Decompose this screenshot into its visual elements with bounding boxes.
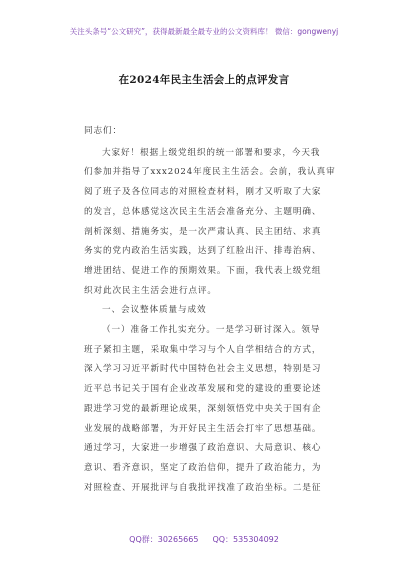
- paragraph-line: 跟进学习党的最新理论成果，深刻领悟党中央关于国有企: [84, 403, 322, 414]
- footer-contact: [0, 534, 408, 545]
- paragraph-line: 通过学习，大家进一步增强了政治意识、大局意识、核心: [84, 443, 322, 454]
- document-title: 在2024年民主生活会上的点评发言: [118, 74, 290, 86]
- footer-qq-group: QQ群：30265665: [129, 535, 199, 544]
- paragraph-line: 业发展的战略部署，为开好民主生活会打牢了思想基础。: [84, 423, 322, 434]
- paragraph-line: 大家好！根据上级党组织的统一部署和要求，今天我: [102, 147, 321, 158]
- paragraph-line: 织对此次民主生活会进行点评。: [84, 285, 217, 296]
- paragraph-line: 深入学习习近平新时代中国特色社会主义思想，特别是习: [84, 364, 322, 375]
- paragraph-line: 对照检查、开展批评与自我批评找准了政治坐标。二是征: [84, 482, 322, 493]
- document-body: [84, 122, 336, 498]
- paragraph-line: 们参加并指导了xxx2024年度民主生活会。会前，我认真审: [84, 167, 336, 178]
- header-banner: 关注头条号“公文研究”，获得最新最全最专业的公文资料库！ 微信：gongwenyj: [69, 27, 339, 36]
- paragraph-line: 意识、看齐意识，坚定了政治信仰，提升了政治能力，为: [84, 462, 322, 473]
- paragraph-line: 务实的党内政治生活实践，达到了红脸出汗、排毒治病、: [84, 246, 322, 257]
- paragraph-line: 的发言，总体感觉这次民主生活会准备充分、主题明确、: [84, 206, 322, 217]
- section-heading: 一、会议整体质量与成效: [102, 305, 207, 316]
- paragraph-line: 增进团结、促进工作的预期效果。下面，我代表上级党组: [84, 265, 322, 276]
- paragraph-line: 近平总书记关于国有企业改革发展和党的建设的重要论述: [84, 384, 322, 395]
- paragraph-line: 剖析深刻、措施务实，是一次严肃认真、民主团结、求真: [84, 226, 322, 237]
- paragraph-line: 阅了班子及各位同志的对照检查材料，刚才又听取了大家: [84, 187, 322, 198]
- greeting: 同志们：: [84, 126, 122, 136]
- paragraph-line: 班子紧扣主题，采取集中学习与个人自学相结合的方式，: [84, 344, 322, 355]
- paragraph-line: （一）准备工作扎实充分。一是学习研讨深入。领导: [102, 325, 321, 336]
- footer-qq: QQ：535304092: [212, 535, 279, 544]
